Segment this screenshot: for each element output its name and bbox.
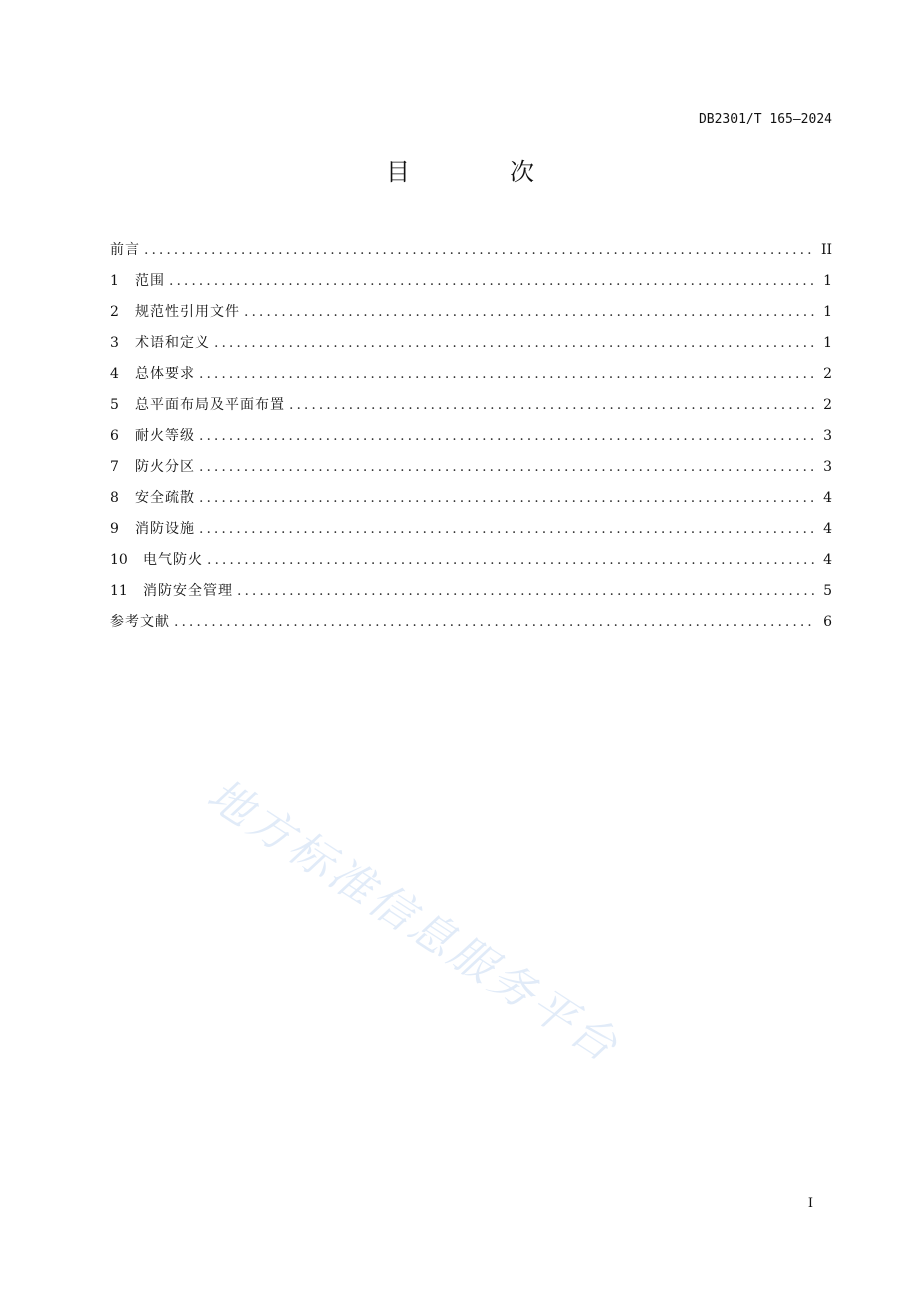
toc-section-number: 6 — [110, 428, 119, 444]
toc-section-number: 4 — [110, 366, 119, 382]
toc-entry-11[interactable] — [110, 576, 832, 607]
toc-leader-dots — [289, 390, 816, 421]
toc-leader-dots — [214, 328, 816, 359]
toc-entry-title: 前言 — [110, 242, 140, 258]
toc-entry-title: 总体要求 — [135, 366, 195, 382]
toc-leader-dots — [144, 235, 815, 266]
toc-page-number: 1 — [823, 304, 832, 320]
toc-entry-title: 总平面布局及平面布置 — [135, 397, 285, 413]
toc-leader-dots — [199, 514, 816, 545]
toc-entry-10[interactable] — [110, 545, 832, 576]
toc-entry-bibliography[interactable] — [110, 607, 832, 638]
toc-section-number: 3 — [110, 335, 119, 351]
toc-entry-foreword[interactable] — [110, 235, 832, 266]
toc-entry-5[interactable] — [110, 390, 832, 421]
toc-leader-dots — [199, 421, 816, 452]
toc-leader-dots — [169, 266, 816, 297]
toc-entry-7[interactable] — [110, 452, 832, 483]
toc-page-number: 5 — [823, 583, 832, 599]
toc-page-number: 6 — [823, 614, 832, 630]
toc-entry-title: 安全疏散 — [135, 490, 195, 506]
toc-entry-title: 术语和定义 — [135, 335, 210, 351]
toc-entry-title: 防火分区 — [135, 459, 195, 475]
toc-page-number: 3 — [823, 428, 832, 444]
toc-page-number: II — [820, 242, 832, 258]
toc-entry-title: 参考文献 — [110, 614, 170, 630]
toc-leader-dots — [199, 359, 816, 390]
toc-page-number: 4 — [823, 490, 832, 506]
toc-section-number: 10 — [110, 552, 128, 568]
toc-entry-2[interactable] — [110, 297, 832, 328]
toc-entry-title: 范围 — [135, 273, 165, 289]
toc-page-number: 2 — [823, 397, 832, 413]
toc-entry-title: 消防设施 — [135, 521, 195, 537]
toc-section-number: 8 — [110, 490, 119, 506]
toc-leader-dots — [199, 483, 816, 514]
table-of-contents — [110, 235, 832, 638]
toc-section-number: 11 — [110, 583, 128, 599]
toc-page-number: 4 — [823, 552, 832, 568]
toc-leader-dots — [207, 545, 816, 576]
watermark: 地方标准信息服务平台 — [198, 769, 629, 1074]
toc-section-number: 5 — [110, 397, 119, 413]
toc-entry-title: 电气防火 — [143, 552, 203, 568]
toc-page-number: 3 — [823, 459, 832, 475]
toc-leader-dots — [237, 576, 816, 607]
page-title: 目 次 — [386, 158, 572, 186]
toc-section-number: 1 — [110, 273, 119, 289]
toc-entry-3[interactable] — [110, 328, 832, 359]
toc-entry-1[interactable] — [110, 266, 832, 297]
toc-leader-dots — [244, 297, 816, 328]
document-code: DB2301/T 165—2024 — [698, 112, 832, 127]
toc-leader-dots — [174, 607, 816, 638]
toc-section-number: 9 — [110, 521, 119, 537]
toc-page-number: 4 — [823, 521, 832, 537]
toc-page-number: 2 — [823, 366, 832, 382]
toc-entry-9[interactable] — [110, 514, 832, 545]
toc-entry-8[interactable] — [110, 483, 832, 514]
toc-page-number: 1 — [823, 273, 832, 289]
page-number: I — [807, 1196, 813, 1211]
toc-page-number: 1 — [823, 335, 832, 351]
toc-entry-title: 消防安全管理 — [143, 583, 233, 599]
toc-entry-title: 规范性引用文件 — [135, 304, 240, 320]
toc-section-number: 2 — [110, 304, 119, 320]
toc-entry-6[interactable] — [110, 421, 832, 452]
toc-leader-dots — [199, 452, 816, 483]
toc-entry-title: 耐火等级 — [135, 428, 195, 444]
toc-section-number: 7 — [110, 459, 119, 475]
toc-entry-4[interactable] — [110, 359, 832, 390]
